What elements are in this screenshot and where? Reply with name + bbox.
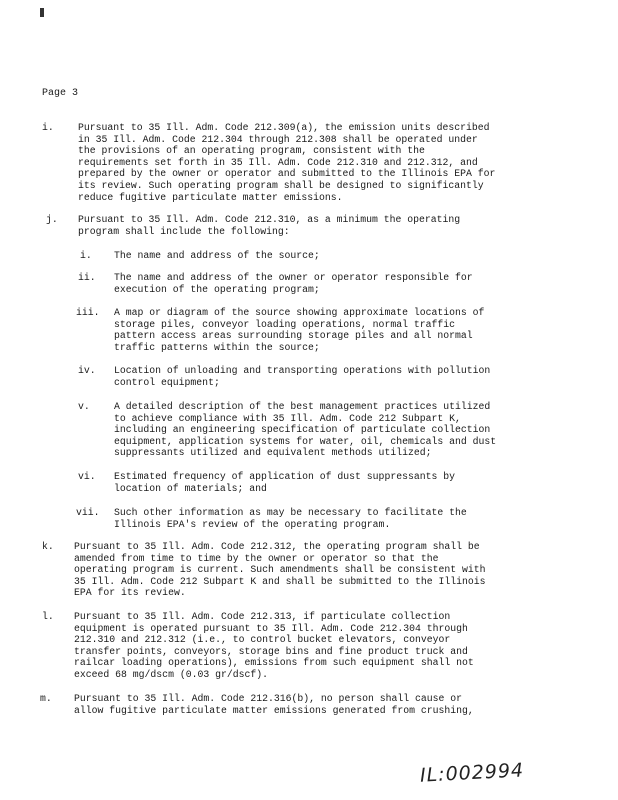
text-line: pattern access areas surrounding storage piles and all normal (114, 330, 473, 342)
text-line: Location of unloading and transporting operations with pollution (114, 365, 491, 376)
text-line: equipment, application systems for water, oil, chemicals and dust (114, 435, 497, 447)
item-text (114, 307, 484, 353)
item-text (114, 365, 490, 388)
handwritten-bates-stamp: IL:002994 (419, 759, 525, 787)
text-line: 212.310 and 212.312 (i.e., to control bucket elevators, conveyor (74, 634, 451, 646)
item-text (74, 611, 474, 681)
text-line: Pursuant to 35 Ill. Adm. Code 212.313, if particulate collection (74, 611, 451, 622)
text-line: storage piles, conveyor loading operations, normal traffic (114, 318, 455, 330)
item-text (114, 401, 496, 459)
text-line: requirements set forth in 35 Ill. Adm. Code 212.310 and 212.312, and (78, 156, 478, 168)
item-text (114, 471, 455, 494)
text-line: including an engineering specification of particulate collection (114, 424, 491, 436)
item-label: vi. (78, 471, 96, 482)
text-line: reduce fugitive particulate matter emissions. (78, 191, 343, 203)
item-label: v. (78, 401, 90, 412)
text-line: suppressants utilized and equivalent methods utilized; (114, 447, 432, 459)
text-line: in 35 Ill. Adm. Code 212.304 through 212.308 shall be operated under (78, 133, 478, 145)
text-line: to achieve compliance with 35 Ill. Adm. Code 212 Subpart K, (114, 412, 461, 424)
item-label: vii. (76, 507, 100, 518)
item-text (74, 541, 486, 599)
text-line: Such other information as may be necessary to facilitate the (114, 507, 467, 518)
text-line: allow fugitive particulate matter emissions generated from crushing, (74, 704, 474, 716)
item-label: iii. (76, 307, 100, 318)
text-line: prepared by the owner or operator and submitted to the Illinois EPA for (78, 168, 496, 180)
text-line: program shall include the following: (78, 225, 290, 237)
text-line: Estimated frequency of application of dust suppressants by (114, 471, 455, 482)
text-line: The name and address of the source; (114, 250, 320, 261)
text-line: control equipment; (114, 376, 220, 388)
text-line: traffic patterns within the source; (114, 341, 320, 353)
item-label: i. (80, 250, 92, 261)
item-text (114, 250, 320, 262)
text-line: amended from time to time by the owner or operator so that the (74, 552, 439, 564)
text-line: Pursuant to 35 Ill. Adm. Code 212.316(b), no person shall cause or (74, 693, 463, 704)
text-line: operating program is current. Such amendments shall be consistent with (74, 564, 486, 576)
text-line: exceed 68 mg/dscm (0.03 gr/dscf). (74, 668, 269, 680)
item-label: j. (46, 214, 58, 225)
text-line: its review. Such operating program shall be designed to significantly (78, 179, 484, 191)
item-label: l. (42, 611, 54, 622)
text-line: The name and address of the owner or operator responsible for (114, 272, 473, 283)
text-line: 35 Ill. Adm. Code 212 Subpart K and shall be submitted to the Illinois (74, 575, 486, 587)
text-line: A detailed description of the best management practices utilized (114, 401, 491, 412)
item-label: i. (42, 122, 54, 133)
text-line: the provisions of an operating program, consistent with the (78, 145, 425, 157)
item-text (78, 214, 460, 237)
text-line: equipment is operated pursuant to 35 Ill. Adm. Code 212.304 through (74, 622, 468, 634)
item-label: ii. (78, 272, 96, 283)
item-text (114, 272, 473, 295)
page-number: Page 3 (42, 88, 79, 99)
text-line: A map or diagram of the source showing approximate locations of (114, 307, 485, 318)
text-line: Pursuant to 35 Ill. Adm. Code 212.310, as a minimum the operating (78, 214, 461, 225)
scan-mark (40, 8, 44, 17)
item-label: m. (40, 693, 52, 704)
text-line: Illinois EPA's review of the operating program. (114, 518, 391, 530)
item-label: k. (42, 541, 54, 552)
text-line: Pursuant to 35 Ill. Adm. Code 212.309(a), the emission units described (78, 122, 490, 133)
text-line: transfer points, conveyors, storage bins and fine product truck and (74, 645, 468, 657)
text-line: location of materials; and (114, 482, 267, 494)
text-line: Pursuant to 35 Ill. Adm. Code 212.312, the operating program shall be (74, 541, 480, 552)
item-text (74, 693, 474, 716)
item-text (78, 122, 495, 203)
item-text (114, 507, 467, 530)
text-line: execution of the operating program; (114, 283, 320, 295)
item-label: iv. (78, 365, 96, 376)
text-line: EPA for its review. (74, 587, 186, 599)
text-line: railcar loading operations), emissions from such equipment shall not (74, 657, 474, 669)
